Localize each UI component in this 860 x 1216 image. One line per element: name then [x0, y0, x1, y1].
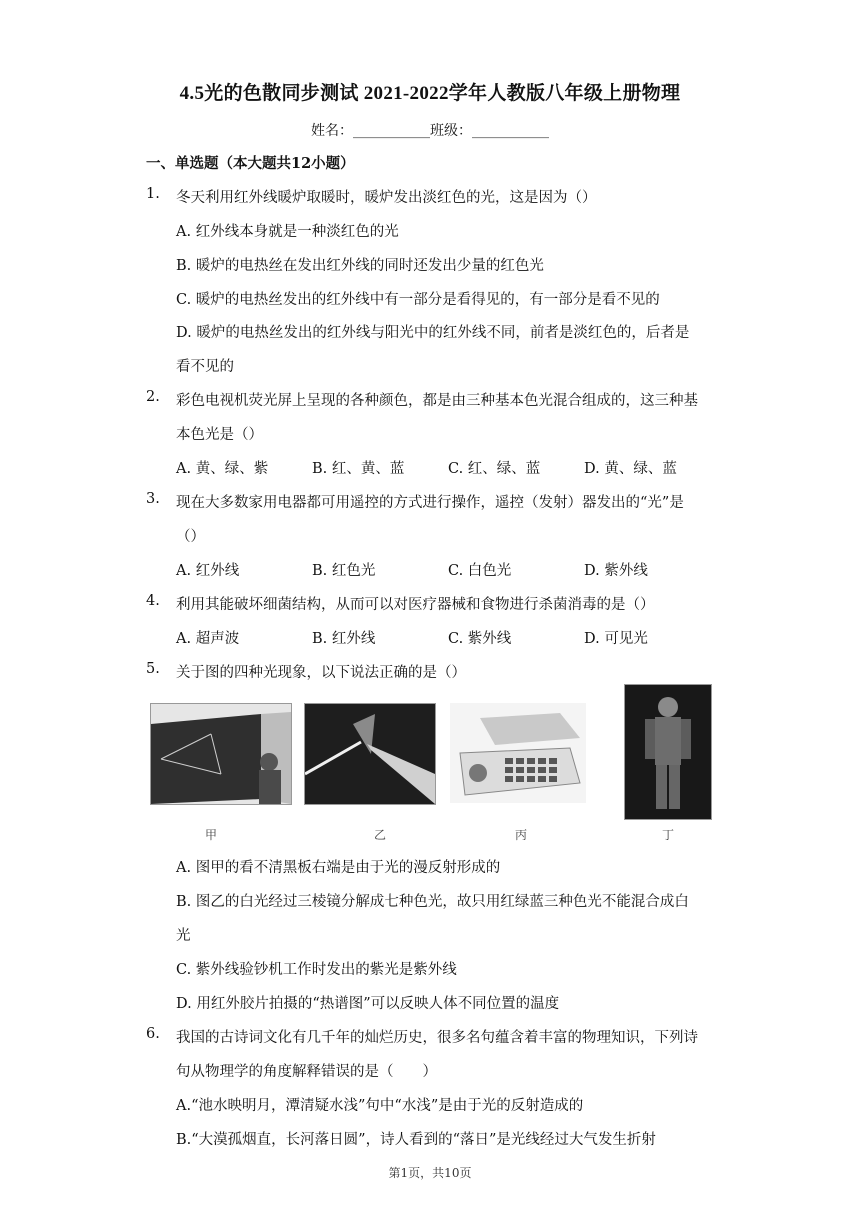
q3-option-b: B. 红色光 [312, 563, 376, 579]
q2-option-a: A. 黄、绿、紫 [176, 461, 269, 477]
q3-stem-cont: （） [176, 529, 205, 545]
figure-prism [304, 703, 436, 805]
q5-option-b: B. 图乙的白光经过三棱镜分解成七种色光，故只用红绿蓝三种色光不能混合成白 [176, 894, 689, 910]
q5-option-d: D. 用红外胶片拍摄的“热谱图”可以反映人体不同位置的温度 [176, 996, 560, 1012]
name-class-line: 姓名：___________班级：___________ [311, 123, 549, 139]
q1-option-d: D. 暖炉的电热丝发出的红外线与阳光中的红外线不同，前者是淡红色的，后者是 [176, 325, 690, 341]
q2-option-d: D. 黄、绿、蓝 [584, 461, 677, 477]
figure-caption-yi: 乙 [374, 828, 387, 842]
q1-option-d-cont: 看不见的 [176, 359, 234, 375]
figure-money-detector [450, 703, 586, 803]
q4-option-a: A. 超声波 [176, 631, 240, 647]
q3-option-a: A. 红外线 [176, 563, 240, 579]
q4-option-b: B. 红外线 [312, 631, 376, 647]
q6-option-a: A.“池水映明月，潭清疑水浅”句中“水浅”是由于光的反射造成的 [176, 1098, 584, 1114]
figure-thermal-image [624, 684, 712, 820]
q4-option-d: D. 可见光 [584, 631, 648, 647]
q5-stem: 关于图的四种光现象，以下说法正确的是（） [176, 665, 466, 681]
section-heading: 一、单选题（本大题共12小题） [146, 155, 355, 172]
prism-illustration [305, 704, 435, 804]
q6-stem-cont: 句从物理学的角度解释错误的是（ ） [176, 1064, 437, 1080]
figure-blackboard [150, 703, 292, 805]
q1-number: 1. [146, 186, 160, 202]
figure-caption-bing: 丙 [515, 828, 528, 842]
blackboard-illustration [151, 704, 291, 804]
q3-number: 3. [146, 491, 160, 507]
q5-option-c: C. 紫外线验钞机工作时发出的紫光是紫外线 [176, 962, 457, 978]
thermal-body-illustration [625, 685, 711, 819]
money-detector-illustration [450, 703, 586, 803]
q4-option-c: C. 紫外线 [448, 631, 512, 647]
q5-number: 5. [146, 661, 160, 677]
q5-option-a: A. 图甲的看不清黑板右端是由于光的漫反射形成的 [176, 860, 501, 876]
figure-caption-ding: 丁 [662, 828, 675, 842]
q5-option-b-cont: 光 [176, 928, 191, 944]
q1-stem: 冬天利用红外线暖炉取暖时，暖炉发出淡红色的光，这是因为（） [176, 190, 597, 206]
q6-number: 6. [146, 1026, 160, 1042]
q2-option-c: C. 红、绿、蓝 [448, 461, 541, 477]
q4-stem: 利用其能破坏细菌结构，从而可以对医疗器械和食物进行杀菌消毒的是（） [176, 597, 655, 613]
q2-stem: 彩色电视机荧光屏上呈现的各种颜色，都是由三种基本色光混合组成的，这三种基 [176, 393, 698, 409]
q2-option-b: B. 红、黄、蓝 [312, 461, 405, 477]
page-footer: 第1页，共10页 [388, 1166, 472, 1180]
q6-stem: 我国的古诗词文化有几千年的灿烂历史，很多名句蕴含着丰富的物理知识，下列诗 [176, 1030, 698, 1046]
q4-number: 4. [146, 593, 160, 609]
q2-number: 2. [146, 389, 160, 405]
q2-stem-cont: 本色光是（） [176, 427, 263, 443]
q1-option-b: B. 暖炉的电热丝在发出红外线的同时还发出少量的红色光 [176, 258, 544, 274]
q1-option-a: A. 红外线本身就是一种淡红色的光 [176, 224, 399, 240]
q6-option-b: B.“大漠孤烟直，长河落日圆”，诗人看到的“落日”是光线经过大气发生折射 [176, 1132, 656, 1148]
figure-caption-jia: 甲 [205, 828, 218, 842]
document-title: 4.5光的色散同步测试 2021-2022学年人教版八年级上册物理 [179, 83, 681, 104]
q3-option-c: C. 白色光 [448, 563, 512, 579]
q3-stem: 现在大多数家用电器都可用遥控的方式进行操作，遥控（发射）器发出的“光”是 [176, 495, 684, 511]
q1-option-c: C. 暖炉的电热丝发出的红外线中有一部分是看得见的，有一部分是看不见的 [176, 292, 660, 308]
q3-option-d: D. 紫外线 [584, 563, 648, 579]
